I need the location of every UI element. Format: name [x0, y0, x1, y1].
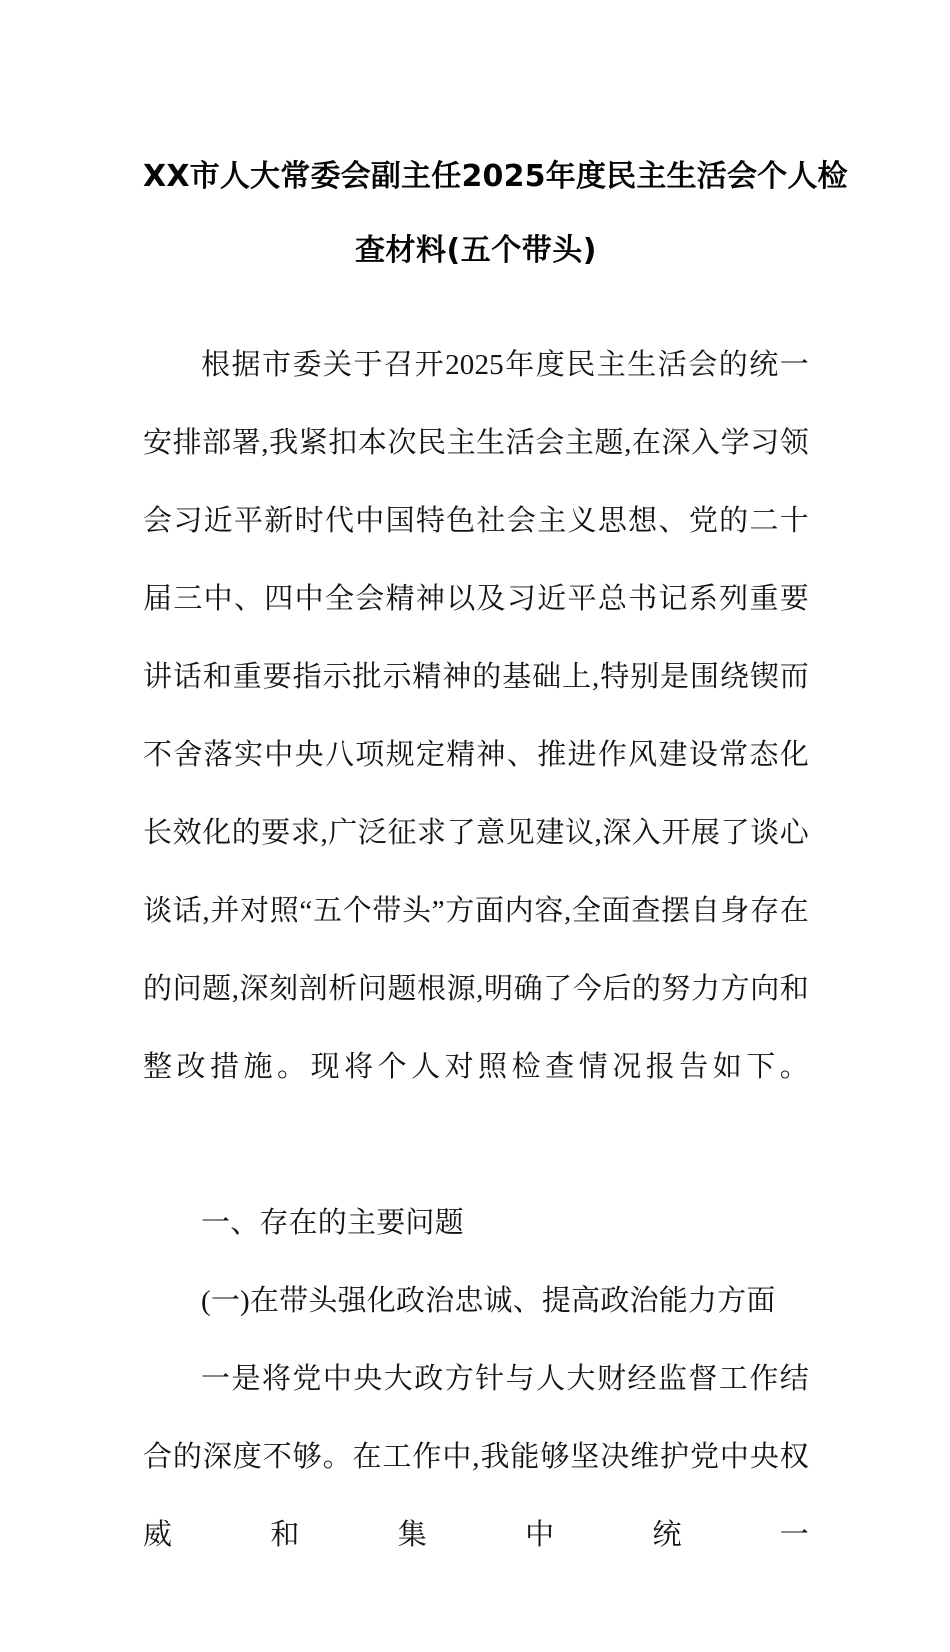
page-title	[143, 0, 848, 288]
title-line-2: 查材料(五个带头)	[355, 233, 597, 268]
document-body	[143, 326, 809, 1652]
paragraph-point-1: 一是将党中央大政方针与人大财经监督工作结合的深度不够。在工作中,我能够坚决维护党中央权威和集中统一	[143, 1363, 809, 1551]
document-content-column	[143, 0, 848, 1652]
paragraph-intro: 根据市委关于召开2025年度民主生活会的统一安排部署,我紧扣本次民主生活会主题,在深入学习领会习近平新时代中国特色社会主义思想、党的二十届三中、四中全会精神以及习近平总书记系列重要讲话和重要指示批示精神的基础上,特别是围绕锲而不舍落实中央八项规定精神、推进作风建设常态化长效化的要求,广泛征求了意见建议,深入开展了谈心谈话,并对照“五个带头”方面内容,全面查摆自身存在的问题,深刻剖析问题根源,明确了今后的努力方向和整改措施。现将个人对照检查情况报告如下。	[143, 349, 809, 1083]
heading-section-1: 一、存在的主要问题	[201, 1207, 464, 1239]
heading-subsection-1-1: (一)在带头强化政治忠诚、提高政治能力方面	[201, 1285, 776, 1317]
title-line-1: XX市人大常委会副主任2025年度民主生活会个人检	[143, 159, 848, 194]
